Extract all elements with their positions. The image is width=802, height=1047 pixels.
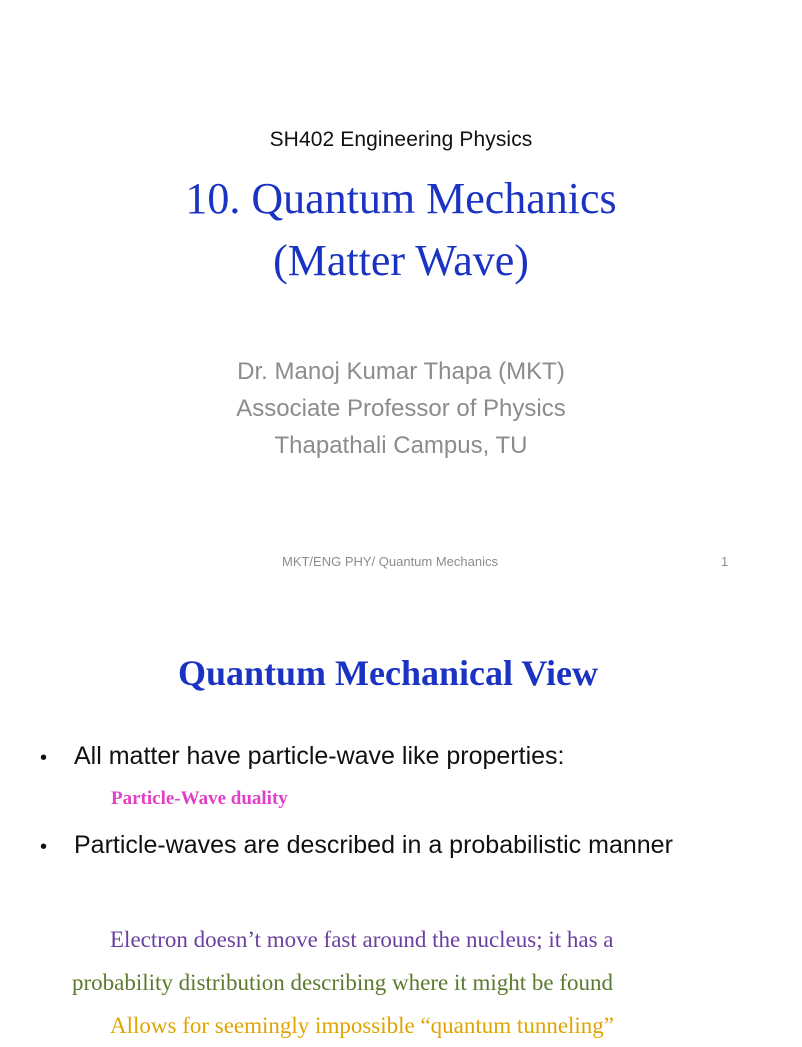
- course-title: SH402 Engineering Physics: [269, 128, 533, 151]
- author-position: Associate Professor of Physics: [236, 395, 566, 422]
- paragraph-line-3: Allows for seemingly impossible “quantum tunneling”: [110, 1013, 615, 1038]
- page-number: 1: [721, 554, 729, 569]
- bullet-text: All matter have particle-wave like properties:: [74, 742, 565, 770]
- bullet-item: [40, 824, 740, 868]
- slide-2: [0, 600, 768, 1038]
- bullet-text: Particle-waves are described in a probabilistic manner: [74, 831, 673, 859]
- explanation-paragraph: [72, 918, 732, 1047]
- author-institution: Thapathali Campus, TU: [274, 432, 528, 459]
- author-name: Dr. Manoj Kumar Thapa (MKT): [237, 358, 565, 385]
- sub-point-duality: Particle-Wave duality: [111, 788, 288, 809]
- bullet-icon: •: [40, 747, 48, 769]
- slide-title: [0, 168, 802, 292]
- paragraph-line-1: Electron doesn’t move fast around the nucleus; it has a: [110, 927, 614, 952]
- bullet-item: [40, 735, 740, 779]
- bullet-icon: •: [40, 836, 48, 858]
- slide-heading: Quantum Mechanical View: [178, 653, 598, 693]
- title-line-1: 10. Quantum Mechanics: [185, 174, 617, 223]
- paragraph-line-2: probability distribution describing where it might be found: [72, 970, 614, 995]
- title-line-2: (Matter Wave): [273, 236, 529, 285]
- slide-footer: MKT/ENG PHY/ Quantum Mechanics: [281, 554, 498, 569]
- author-block: [0, 353, 802, 464]
